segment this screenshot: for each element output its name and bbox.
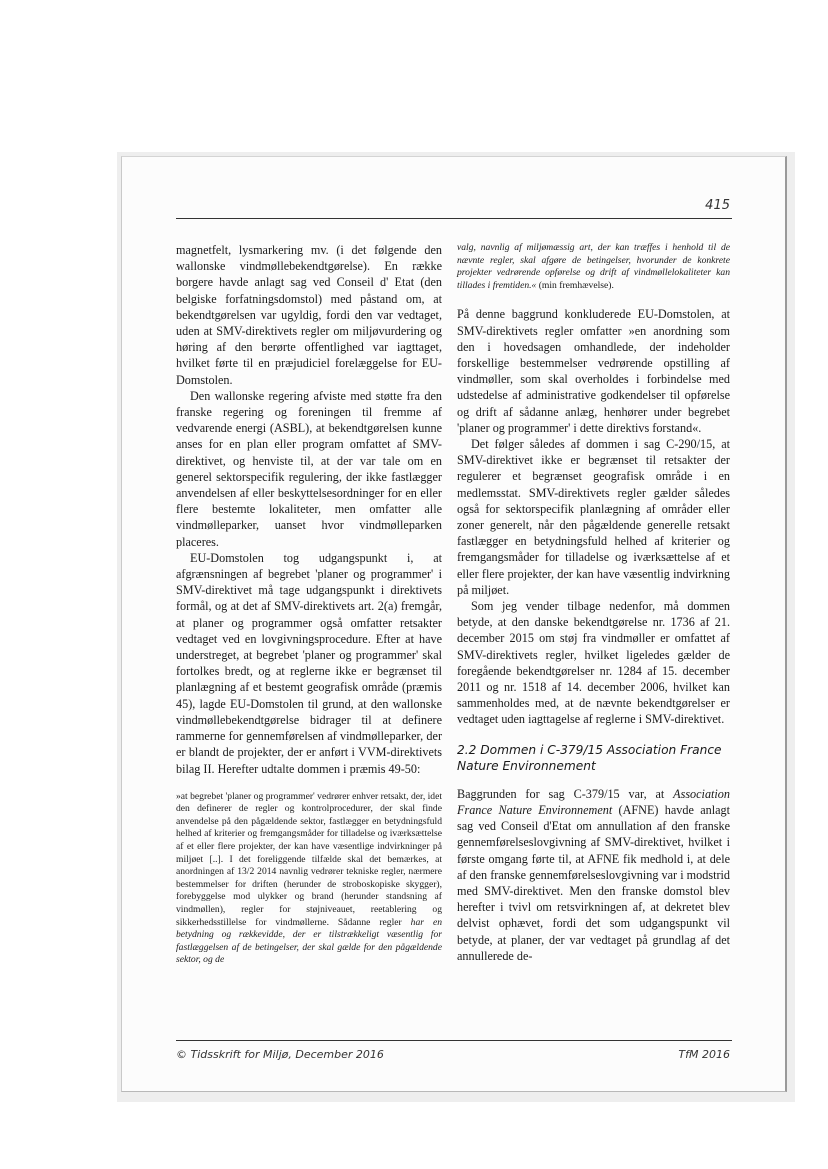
footer-rule (176, 1040, 732, 1041)
right-paragraph-1: På denne baggrund konkluderede EU-Domstolen, at SMV-direktivets regler omfatter »en anordning som den i hovedsagen omhandlede, der indeholder forskellige bestemmelser vedrørende opstilling af vindmøller, som skal overholdes i forbindelse med udstedelse af administrative godkendelser til opførelse og drift af sådanne anlæg, henhører under begrebet 'planer og programmer' i dette direktivs forstand«. (457, 307, 730, 435)
right-paragraph-4-start: Baggrunden for sag C-379/15 var, at (457, 786, 674, 801)
left-paragraph-3: EU-Domstolen tog udgangspunkt i, at afgrænsningen af begrebet 'planer og programmer' i SMV-direktivet må tage udgangspunkt i direktivets formål, og at det af SMV-direktivets art. 2(a) fremgår, at planer og programmer også omfatter retsakter vedtaget ved en lovgivningsprocedure. Efter at have understreget, at begrebet 'planer og programmer' skal fortolkes bredt, og at reglerne ikke er begrænset til planlægning af et bestemt geografisk område (præmis 45), lagde EU-Domstolen til grund, at den wallonske vindmøllebekendtgørelse bidrager til at definere rammerne for gennemførelsen af vindmølleparker, der er blandt de projekter, der er anført i VVM-direktivets bilag II. Herefter udtalte dommen i præmis 49-50: (176, 550, 442, 776)
right-column (457, 242, 730, 964)
left-paragraph-2: Den wallonske regering afviste med støtte fra den franske regering og foreningen til fremme af vedvarende energi (ASBL), at bekendtgørelsen kunne anses for en plan eller program omfattet af SMV-direktivet, og henviste til, at der var tale om en generel sektorspecifik regulering, der ikke fastlægger anvendelsen af eller beskyttelsesordninger for en eller flere bestemte lokaliteter, men omfatter alle vindmølleparker, uanset hvor vindmølleparken placeres. (176, 388, 442, 549)
association-name: Association France Nature Environnement (457, 786, 730, 818)
court-quote-regular: »at begrebet 'planer og programmer' vedrører enhver retsakt, der, idet den definerer de regler og kontrolprocedurer, der skal finde anvendelse på den pågældende sektor, fastlægger en betydningsfuld helhed af kriterier og fremgangsmåder for tilladelse og iværksættelse af et eller flere projekter, der kan have væsentlige indvirkninger på miljøet [..]. I det foreliggende tilfælde skal det bemærkes, at anordningen af 13/2 2014 navnlig vedrører tekniske regler, nærmere bestemmelser for driften (herunder de stroboskopiske skygger), forebyggelse mod ulykker og brand (herunder standsning af vindmøllen), regler for støjniveauet, reetablering og sikkerhedsstillelse for vindmøllerne. Sådanne regler (176, 790, 442, 928)
court-quote-continued (457, 242, 730, 292)
right-paragraph-4-rest: (AFNE) havde anlagt sag ved Conseil d'Etat om annullation af den franske gennemførelseslovgivning af SMV-direktivet, hvilket i første omgang førte til, at AFNE fik medhold i, at dele af den franske gennemførelseslovgivning var i modstrid med SMV-direktivet. Men den franske domstol blev herefter i tvivl om retsvirkningen af, at dekretet blev delvist ophævet, fordi det som udgangspunkt vil betyde, at planer, der var vedtaget på grundlag af det annullerede de- (457, 803, 730, 963)
section-heading: 2.2 Dommen i C-379/15 Association France Nature Environnement (457, 742, 722, 773)
court-quote-emphasis: har en betydning og rækkevidde, der er tilstrækkeligt væsentlig for fastlæggelsen af de betingelser, der skal gælde for den pågældende sektor, og de (176, 916, 442, 966)
right-paragraph-3: Som jeg vender tilbage nedenfor, må dommen betyde, at den danske bekendtgørelse nr. 1736 af 21. december 2015 om støj fra vindmøller er omfattet af SMV-direktivets regler, hvilket ligeledes gælder de foregående bekendtgørelser nr. 1284 af 15. december 2011 og nr. 1518 af 14. december 2006, hvilket kan sammenholdes med, at de nævnte bekendtgørelser er vedtaget uden iagttagelse af reglerne i SMV-direktivet. (457, 599, 730, 727)
right-paragraph-2: Det følger således af dommen i sag C-290/15, at SMV-direktivet ikke er begrænset til retsakter der regulerer et begrænset geografisk område i en medlemsstat. SMV-direktivets regler gælder således også for sektorspecifik planlægning af områder eller zoner generelt, når den pågældende generelle retsakt fastlægger en betydningsfuld helhed af kriterier og fremgangsmåder for tilladelse og iværksættelse af et eller flere projekter, der kan have væsentlig indvirkning på miljøet. (457, 437, 730, 597)
left-column (176, 242, 442, 967)
left-paragraph-1: magnetfelt, lysmarkering mv. (i det følgende den wallonske vindmøllebekendtgørelse). En række borgere havde anlagt sag ved Conseil d' Etat (den belgiske forfatningsdomstol) med påstand om, at bekendtgørelsen var ugyldig, fordi den var vedtaget, uden at SMV-direktivets regler om miljøvurdering og høring af den berørte offentlighed var iagttaget, hvilket førte til en præjudiciel forelæggelse for EU-Domstolen. (176, 243, 442, 387)
court-quote (176, 791, 442, 967)
court-quote-continued-emphasis: valg, navnlig af miljømæssig art, der kan træffes i henhold til de nævnte regler, skal afgøre de betingelser, hvorunder de konkrete projekter vedrørende opførelse og drift af vindmøllelokaliteter kan tillades i fremtiden.« (457, 242, 730, 291)
right-paragraph-4 (457, 786, 730, 964)
header-rule (176, 218, 732, 219)
court-quote-continued-tail: (min fremhævelse). (536, 279, 614, 291)
footer-journal: © Tidsskrift for Miljø, December 2016 (176, 1048, 384, 1061)
page-number: 415 (705, 198, 730, 213)
footer-issue: TfM 2016 (678, 1048, 730, 1061)
